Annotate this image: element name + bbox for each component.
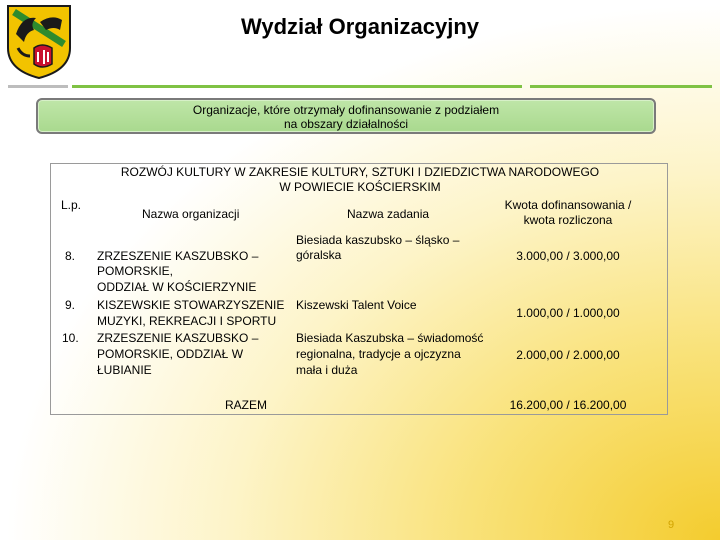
row-8-org-line-3: ODDZIAŁ W KOŚCIERZYNIE (97, 280, 257, 294)
row-10-org-line-1: ZRZESZENIE KASZUBSKO – (97, 331, 259, 345)
column-header-org: Nazwa organizacji (142, 207, 240, 221)
row-9-org-line-2: MUZYKI, REKREACJI I SPORTU (97, 314, 277, 328)
row-8-amount: 3.000,00 / 3.000,00 (516, 249, 620, 263)
column-header-lp: L.p. (61, 198, 82, 212)
row-10-task-line-1: Biesiada Kaszubska – świadomość (296, 331, 484, 345)
row-9-task-line-1: Kiszewski Talent Voice (296, 298, 417, 312)
row-9-org-line-1: KISZEWSKIE STOWARZYSZENIE (97, 298, 285, 312)
banner-line-2: na obszary działalności (283, 117, 409, 131)
row-10-org-line-2: POMORSKIE, ODDZIAŁ W (97, 347, 244, 361)
row-10-lp: 10. (62, 331, 79, 345)
row-10-amount: 2.000,00 / 2.000,00 (516, 348, 620, 362)
total-value: 16.200,00 / 16.200,00 (509, 398, 627, 412)
header-rule-green-right (530, 85, 712, 88)
total-label: RAZEM (225, 398, 267, 412)
row-8-task-line-1: Biesiada kaszubsko – śląsko – (296, 233, 460, 247)
section-banner (36, 98, 656, 134)
column-header-amount-line-1: Kwota dofinansowania / (504, 198, 632, 212)
row-8-org-line-1: ZRZESZENIE KASZUBSKO – (97, 249, 259, 263)
row-8-org-line-2: POMORSKIE, (97, 264, 174, 278)
row-10-task-line-3: mała i duża (296, 363, 358, 377)
page-number: 9 (668, 519, 675, 531)
banner-line-1: Organizacje, które otrzymały dofinansowanie z podziałem (192, 103, 500, 117)
row-10-org-line-3: ŁUBIANIE (97, 363, 152, 377)
row-9-lp: 9. (65, 298, 76, 312)
page-title: Wydział Organizacyjny (240, 14, 479, 39)
row-10-task-line-2: regionalna, tradycje a ojczyzna (296, 347, 461, 361)
row-8-task-line-2: góralska (296, 248, 342, 262)
header-rule-left (8, 85, 68, 88)
header-rule-green (72, 85, 522, 88)
table-heading-line-2: W POWIECIE KOŚCIERSKIM (279, 180, 441, 194)
column-header-task: Nazwa zadania (347, 207, 430, 221)
column-header-amount-line-2: kwota rozliczona (523, 213, 613, 227)
row-8-lp: 8. (65, 249, 76, 263)
row-9-amount: 1.000,00 / 1.000,00 (516, 306, 620, 320)
coat-of-arms-logo (6, 4, 72, 80)
table-heading-line-1: ROZWÓJ KULTURY W ZAKRESIE KULTURY, SZTUKI I DZIEDZICTWA NARODOWEGO (120, 165, 600, 179)
